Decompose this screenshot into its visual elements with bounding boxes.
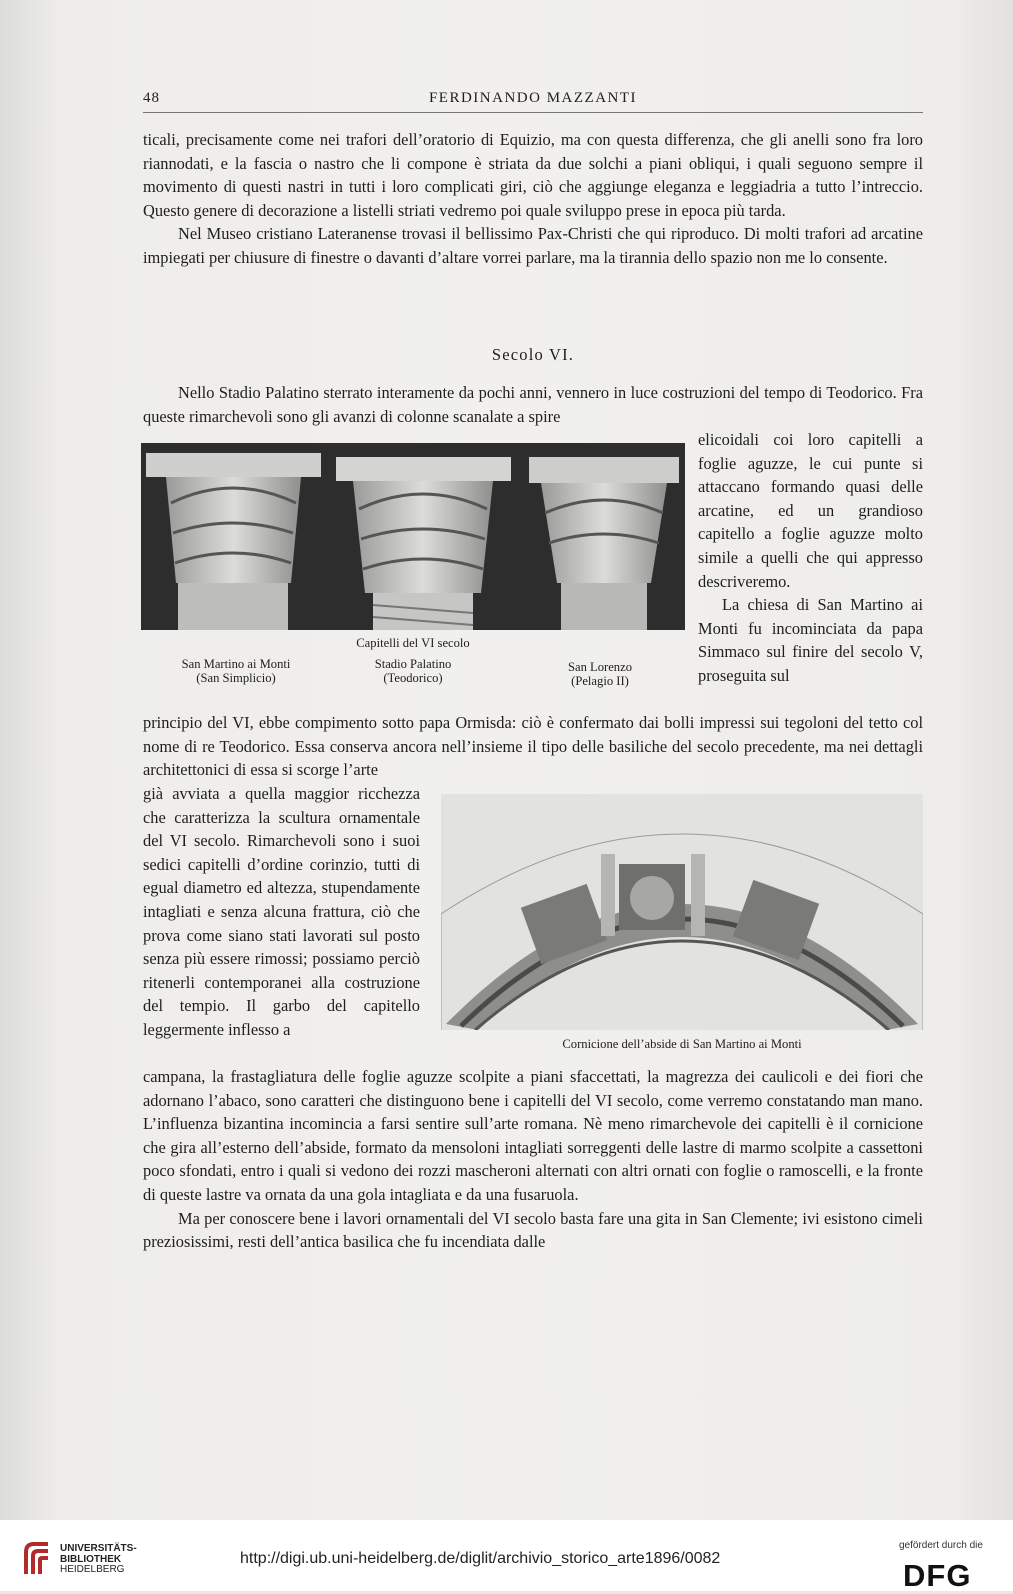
capitals-photograph [141,443,685,630]
figure1-label-right: San Lorenzo (Pelagio II) [568,660,632,688]
paragraph-tracery: ticali, precisamente come nei trafori dell’oratorio di Equizio, ma con questa differenza, che gli anelli sono fra loro riannodati, e la fascia o nastro che li compone è striata da due solchi a piani obliqui, i quali seguono sempre il movimento di questi nastri in tutti i loro complicati giri, ciò che aggiunge eleganza e leggiadria a tutto l’intreccio. Questo genere di decorazione a listelli striati vedremo poi quale sviluppo prese in epoca più tarda. [143,130,923,220]
paragraph-block-1 [143,128,923,270]
university-library-name: UNIVERSITÄTS- BIBLIOTHEK HEIDELBERG [60,1543,137,1575]
paragraph-san-martino-cont: principio del VI, ebbe compimento sotto papa Ormisda: ciò è confermato dai bolli impressi sui tegoloni del tetto col nome di re Teodorico. Essa conserva ancora nell’insieme il tipo delle basiliche del secolo precedente, ma nei dettagli architettonici di essa si scorge l’arte [143,713,923,780]
paragraph-palatine-intro: Nello Stadio Palatino sterrato interamente da pochi anni, vennero in luce costruzioni del tempo di Teodorico. Fra queste rimarchevoli sono gli avanzi di colonne scanalate a spire [143,383,923,426]
page-number: 48 [143,90,160,106]
capitals-illustration [141,443,685,630]
figure1-caption: Capitelli del VI secolo [356,636,470,650]
running-header [143,90,923,113]
paragraph-san-martino-start: La chiesa di San Martino ai Monti fu incominciata da papa Simmaco sul finire del secolo V, proseguita sul [698,595,923,685]
paragraph-san-martino-end: campana, la frastagliatura delle foglie aguzze scolpite a piani sfaccettati, la magrezza dei caulicoli e dei fiori che adornano l’abaco, sono caratteri che distinguono bene i capitelli del VI secolo, come verremo constatando man mano. L’influenza bizantina incomincia a farsi sentire sull’arte romana. Nè meno rimarchevole dei capitelli è il cornicione che gira all’esterno dell’abside, formato da mensoloni intagliati sorreggenti delle lastre di marmo scolpite a cassettoni poco sfondati, entro i quali si vedono dei rozzi mascheroni alternati con altri ornati con foglie o ramoscelli, e la fronte di queste lastre va ornata da una gola intagliata e da una fusaruola. Ma per conoscere bene i lavori ornamentali del VI secolo basta fare una gita in San Clemente; ivi esistono cimeli preziosissimi, resti dell’antica basilica che fu incendiata dalle [143,1065,923,1254]
paragraph-san-clemente: Ma per conoscere bene i lavori ornamentali del VI secolo basta fare una gita in San Clemente; ivi esistono cimeli preziosissimi, resti dell’antica basilica che fu incendiata dalle [143,1208,923,1252]
cornice-illustration [441,794,923,1030]
figure1-label-middle: Stadio Palatino (Teodorico) [374,657,452,685]
section-heading: Secolo VI. [491,345,575,364]
running-title: FERDINANDO MAZZANTI [428,90,638,106]
paragraph-lateran-museum: Nel Museo cristiano Lateranense trovasi il bellissimo Pax-Christi che qui riproduco. Di molti trafori ad arcatine impiegati per chiusure di finestre o davanti d’altare vorrei parlare, ma la tirannia dello spazio non me lo consente. [143,224,923,267]
digitization-footer [0,1520,1013,1591]
university-library-logo-icon[interactable] [22,1540,52,1576]
dfg-logo[interactable]: DFG [903,1558,972,1593]
funding-label: gefördert durch die [899,1540,983,1551]
cornice-photograph [441,794,923,1030]
paragraph-san-martino-narrow: già avviata a quella maggior ricchezza che caratterizza la scultura ornamentale del VI secolo. Rimarchevoli sono i suoi sedici capitelli d’ordine corinzio, tutti di egual diametro ed altezza, stupendamente intagliati e senza alcuna frattura, ciò che prova come siano stati lavorati sul posto senza più essere rimossi; possiamo perciò ritenerli contemporanei alla costruzione del tempio. Il garbo del capitello leggermente inflesso a [143,784,420,1039]
figure1-label-left: San Martino ai Monti (San Simplicio) [181,657,291,685]
paragraph-palatine-cont: elicoidali coi loro capitelli a foglie aguzze, le cui punte si attaccano formando quasi delle arcatine, ed un grandioso capitello a foglie aguzze molto simile a quelli che qui appresso descriveremo. La chiesa di San Martino ai Monti fu incominciata da papa Simmaco sul finire del secolo V, proseguita sul [698,428,923,688]
figure2-caption: Cornicione dell’abside di San Martino ai Monti [562,1037,802,1051]
permalink-url[interactable]: http://digi.ub.uni-heidelberg.de/diglit/archivio_storico_arte1896/0082 [240,1550,721,1567]
